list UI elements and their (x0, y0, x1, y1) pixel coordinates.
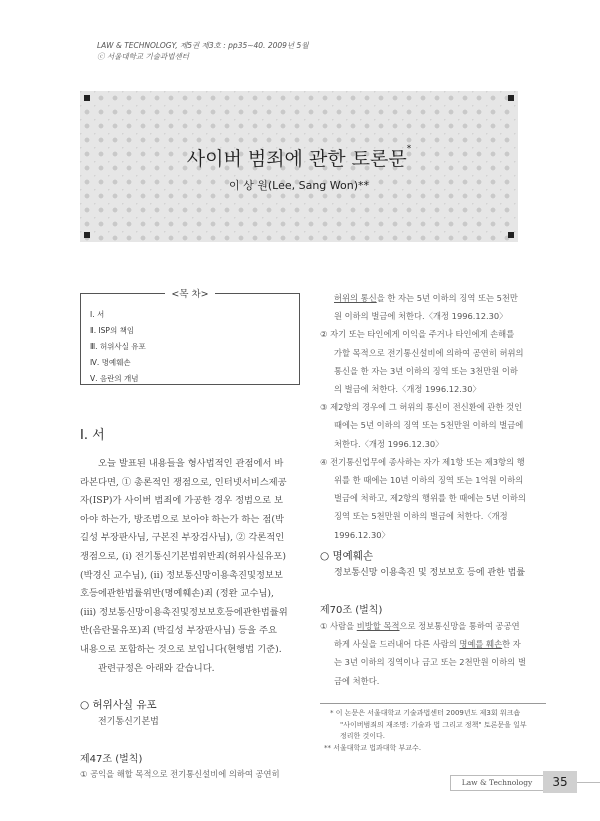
corner-mark (84, 95, 90, 101)
intro-line: (박경신 교수님), (ii) 정보통신망이용촉진및정보보 (80, 569, 283, 581)
footnote-divider (320, 703, 546, 704)
page-number: 35 (543, 771, 577, 793)
article-text: 징역 또는 5천만원 이하의 벌금에 처한다.〈개정 (334, 511, 508, 522)
article-text: 금에 처한다. (334, 675, 380, 686)
toc-item: Ⅴ. 음란의 개념 (90, 374, 139, 383)
article-text: ① 사람을 비방할 목적으로 정보통신망을 통하여 공공연 (320, 621, 520, 631)
intro-line: 길성 부장판사님, 구본진 부장검사님), ② 각론적인 (80, 532, 285, 544)
article-text: 원 이하의 벌금에 처한다.〈개정 1996.12.30〉 (334, 311, 508, 322)
intro-line: 라본다면, ① 총론적인 쟁점으로, 인터넷서비스제공 (80, 476, 287, 488)
footnote: 정리한 것이다. (340, 732, 386, 740)
article-text: 벌금에 처하고, 제2항의 행위를 한 때에는 5년 이하의 (334, 493, 526, 504)
article-text: 의 벌금에 처한다.〈개정 1996.12.30〉 (334, 384, 481, 394)
journal-citation: LAW & TECHNOLOGY, 제5권 제3호 : pp35∼40. 2009년 5월 (97, 41, 309, 50)
intro-line: 오늘 발표된 내용들을 형사법적인 관점에서 바 (98, 458, 284, 469)
article-text: 는 3년 이하의 징역이나 금고 또는 2천만원 이하의 벌 (334, 657, 526, 668)
law-name: 전기통신기본법 (98, 717, 159, 727)
intro-line: 자(ISP)가 사이버 범죄에 가공한 경우 정범으로 보 (80, 495, 283, 507)
intro-line: 관련규정은 아래와 같습니다. (98, 662, 215, 674)
corner-mark (508, 232, 514, 238)
article-text: ④ 전기통신업무에 종사하는 자가 제1항 또는 제3항의 행 (320, 456, 525, 467)
article-heading: 제47조 (벌칙) (80, 754, 143, 765)
corner-mark (508, 95, 514, 101)
footer-journal-name: Law & Technology (450, 775, 544, 791)
toc-item: Ⅰ. 서 (90, 310, 105, 319)
toc-heading: <목 차> (81, 286, 299, 300)
paper-author: 이 상 원(Lee, Sang Won)** (228, 179, 370, 192)
subheading-false-info: ○ 허위사실 유포 (80, 699, 157, 711)
article-text: 가할 목적으로 전기통신설비에 의하여 공연히 허위의 (334, 347, 524, 358)
article-text: 하게 사실을 드러내어 다른 사람의 명예를 훼손한 자 (334, 639, 521, 650)
intro-line: 쟁점으로, (i) 전기통신기본법위반죄(허위사실유포) (80, 551, 286, 562)
toc-item: Ⅳ. 명예훼손 (90, 358, 131, 367)
footnote: * 이 논문은 서울대학교 기술과법센터 2009년도 제3회 워크숍 (330, 709, 521, 717)
intro-line: 호등에관한법률위반(명예훼손)죄 (정완 교수님), (80, 588, 275, 600)
title-box (80, 91, 518, 242)
footnote: ** 서울대학교 법과대학 부교수. (324, 743, 422, 752)
subheading-defamation: ○ 명예훼손 (320, 550, 374, 562)
footnote: "사이버범죄의 재조명: 기술과 법 그리고 정책" 토론문을 일부 (340, 720, 527, 729)
intro-line: 반(음란물유포)죄 (박길성 부장판사님) 등을 주요 (80, 625, 277, 637)
article-text: 위를 한 때에는 10년 이하의 징역 또는 1억원 이하의 (334, 475, 524, 485)
journal-header (97, 40, 309, 62)
toc-box (80, 289, 300, 385)
article-text: 처한다.〈개정 1996.12.30〉 (334, 438, 444, 449)
article-text: 허위의 통신을 한 자는 5년 이하의 징역 또는 5천만 (334, 293, 518, 303)
article-text: 통신을 한 자는 3년 이하의 징역 또는 3천만원 이하 (334, 365, 518, 376)
intro-line: 내용으로 포함하는 것으로 보입니다(현행법 기준). (80, 644, 282, 655)
toc-item: Ⅱ. ISP의 책임 (90, 326, 135, 335)
article-text: ③ 제2항의 경우에 그 허위의 통신이 전신환에 관한 것인 (320, 402, 523, 413)
intro-line: (iii) 정보통신망이용촉진및정보보호등에관한법률위 (80, 606, 288, 618)
paper-title: 사이버 범죄에 관한 토론문* (186, 144, 412, 170)
article-text: 때에는 5년 이하의 징역 또는 5천만원 이하의 벌금에 (334, 420, 524, 431)
journal-copyright: ⓒ 서울대학교 기술과법센터 (97, 52, 189, 61)
article-text: ① 공익을 해할 목적으로 전기통신설비에 의하여 공연히 (80, 769, 280, 779)
article-heading: 제70조 (벌칙) (320, 605, 383, 616)
article-text: ② 자기 또는 타인에게 이익을 주거나 타인에게 손해를 (320, 329, 515, 340)
corner-mark (84, 232, 90, 238)
intro-line: 아야 하는가, 방조범으로 보아야 하는가 하는 점(박 (80, 513, 284, 525)
section-heading-intro: Ⅰ. 서 (80, 428, 105, 443)
toc-item: Ⅲ. 허위사실 유포 (90, 342, 146, 351)
law-name: 정보통신망 이용촉진 및 정보보호 등에 관한 법률 (334, 568, 526, 578)
article-text: 1996.12.30〉 (334, 529, 390, 540)
